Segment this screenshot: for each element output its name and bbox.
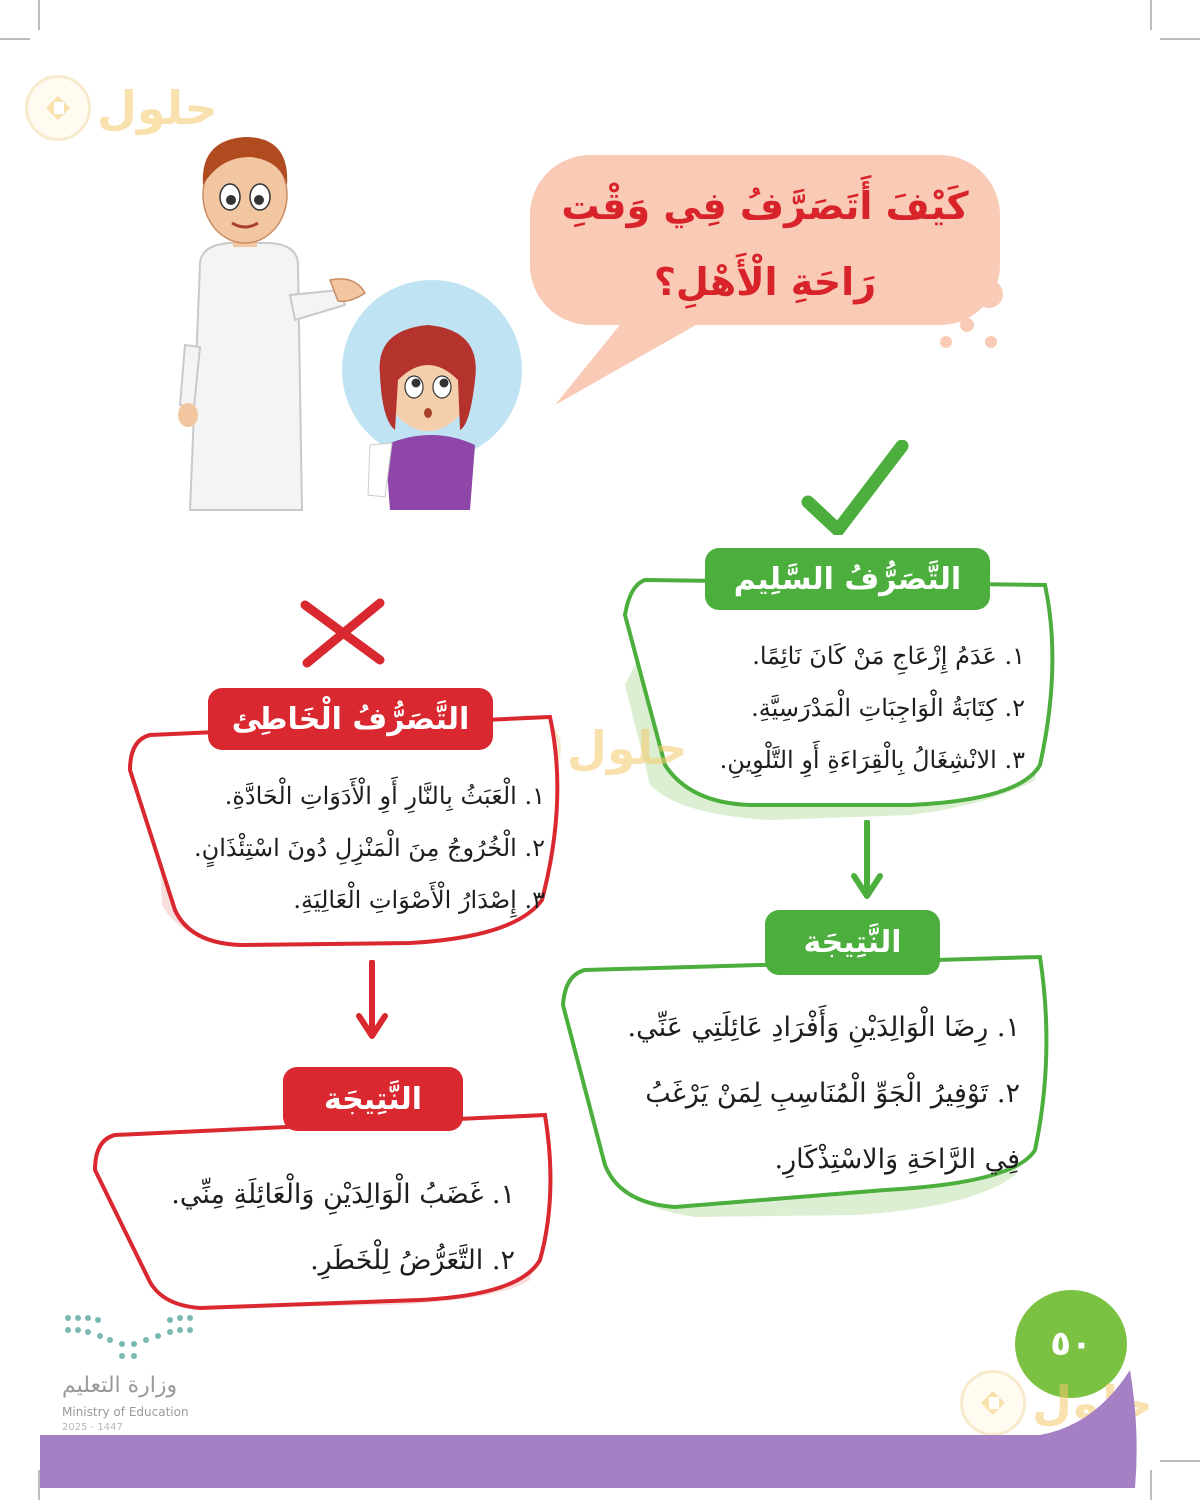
ministry-logo-icon	[62, 1310, 202, 1365]
wrong-behavior-title: التَّصَرُّفُ الْخَاطِئ	[208, 688, 493, 750]
list-item: ١. غَضَبُ الْوَالِدَيْنِ وَالْعَائِلَةِ مِنِّي.	[171, 1179, 515, 1210]
watermark-text: حلول	[97, 81, 218, 135]
watermark-text: حلول	[1032, 1376, 1153, 1430]
watermark-icon	[25, 75, 91, 141]
list-item: ١. الْعَبَثُ بِالنَّارِ أَوِ الْأَدَوَاتِ الْحَادَّةِ.	[224, 782, 545, 810]
ministry-year: 2025 - 1447	[62, 1422, 123, 1433]
watermark-text: حلول	[567, 721, 688, 775]
correct-behavior-title: التَّصَرُّفُ السَّلِيم	[705, 548, 990, 610]
list-item: ١. رِضَا الْوَالِدَيْنِ وَأَفْرَادِ عَائِلَتِي عَنِّي.	[627, 1012, 1020, 1043]
list-item: ٢. كِتَابَةُ الْوَاجِبَاتِ الْمَدْرَسِيَّةِ.	[751, 694, 1025, 722]
correct-result-title: النَّتِيجَة	[765, 910, 940, 975]
cross-mark-icon	[295, 595, 390, 670]
wrong-behavior-list	[180, 770, 545, 926]
characters-illustration	[170, 125, 530, 515]
wrong-result-title: النَّتِيجَة	[283, 1067, 463, 1131]
list-item: ٢. تَوْفِيرُ الْجَوِّ الْمُنَاسِبِ لِمَنْ يَرْغَبُ	[645, 1078, 1020, 1109]
list-item: فِي الرَّاحَةِ وَالاسْتِذْكَارِ.	[774, 1144, 1020, 1175]
list-item: ٣. الانْشِغَالُ بِالْقِرَاءَةِ أَوِ التَّلْوِينِ.	[719, 746, 1025, 774]
speech-bubble-text	[560, 168, 970, 320]
bubble-dot	[960, 318, 974, 332]
arrow-down-icon	[355, 960, 389, 1042]
correct-behavior-list	[665, 630, 1025, 786]
crop-mark	[1160, 38, 1200, 40]
crop-mark	[1150, 0, 1152, 30]
page-number: ٥٠	[1015, 1290, 1127, 1398]
arrow-down-icon	[850, 820, 884, 902]
question-line-1: كَيْفَ أَتَصَرَّفُ فِي وَقْتِ	[561, 184, 969, 228]
ministry-name-arabic: وزارة التعليم	[62, 1373, 178, 1398]
man-illustration	[178, 137, 365, 510]
ministry-name-english: Ministry of Education	[62, 1405, 189, 1419]
wrong-result-list	[150, 1162, 515, 1294]
bubble-dot	[975, 280, 1003, 308]
check-mark-icon	[800, 440, 910, 535]
list-item: ١. عَدَمُ إِزْعَاجِ مَنْ كَانَ نَائِمًا.	[752, 642, 1025, 670]
bubble-dot	[940, 336, 952, 348]
correct-result-list	[610, 995, 1020, 1193]
bubble-dot	[985, 336, 997, 348]
list-item: ٢. التَّعَرُّضُ لِلْخَطَرِ.	[310, 1245, 515, 1276]
list-item: ٣. إِصْدَارُ الْأَصْوَاتِ الْعَالِيَةِ.	[293, 886, 545, 914]
question-line-2: رَاحَةِ الْأَهْلِ؟	[653, 260, 877, 304]
crop-mark	[0, 38, 30, 40]
crop-mark	[38, 0, 40, 30]
list-item: ٢. الْخُرُوجُ مِنَ الْمَنْزِلِ دُونَ اسْتِئْذَانٍ.	[193, 834, 545, 862]
footer-band	[0, 1370, 1200, 1500]
